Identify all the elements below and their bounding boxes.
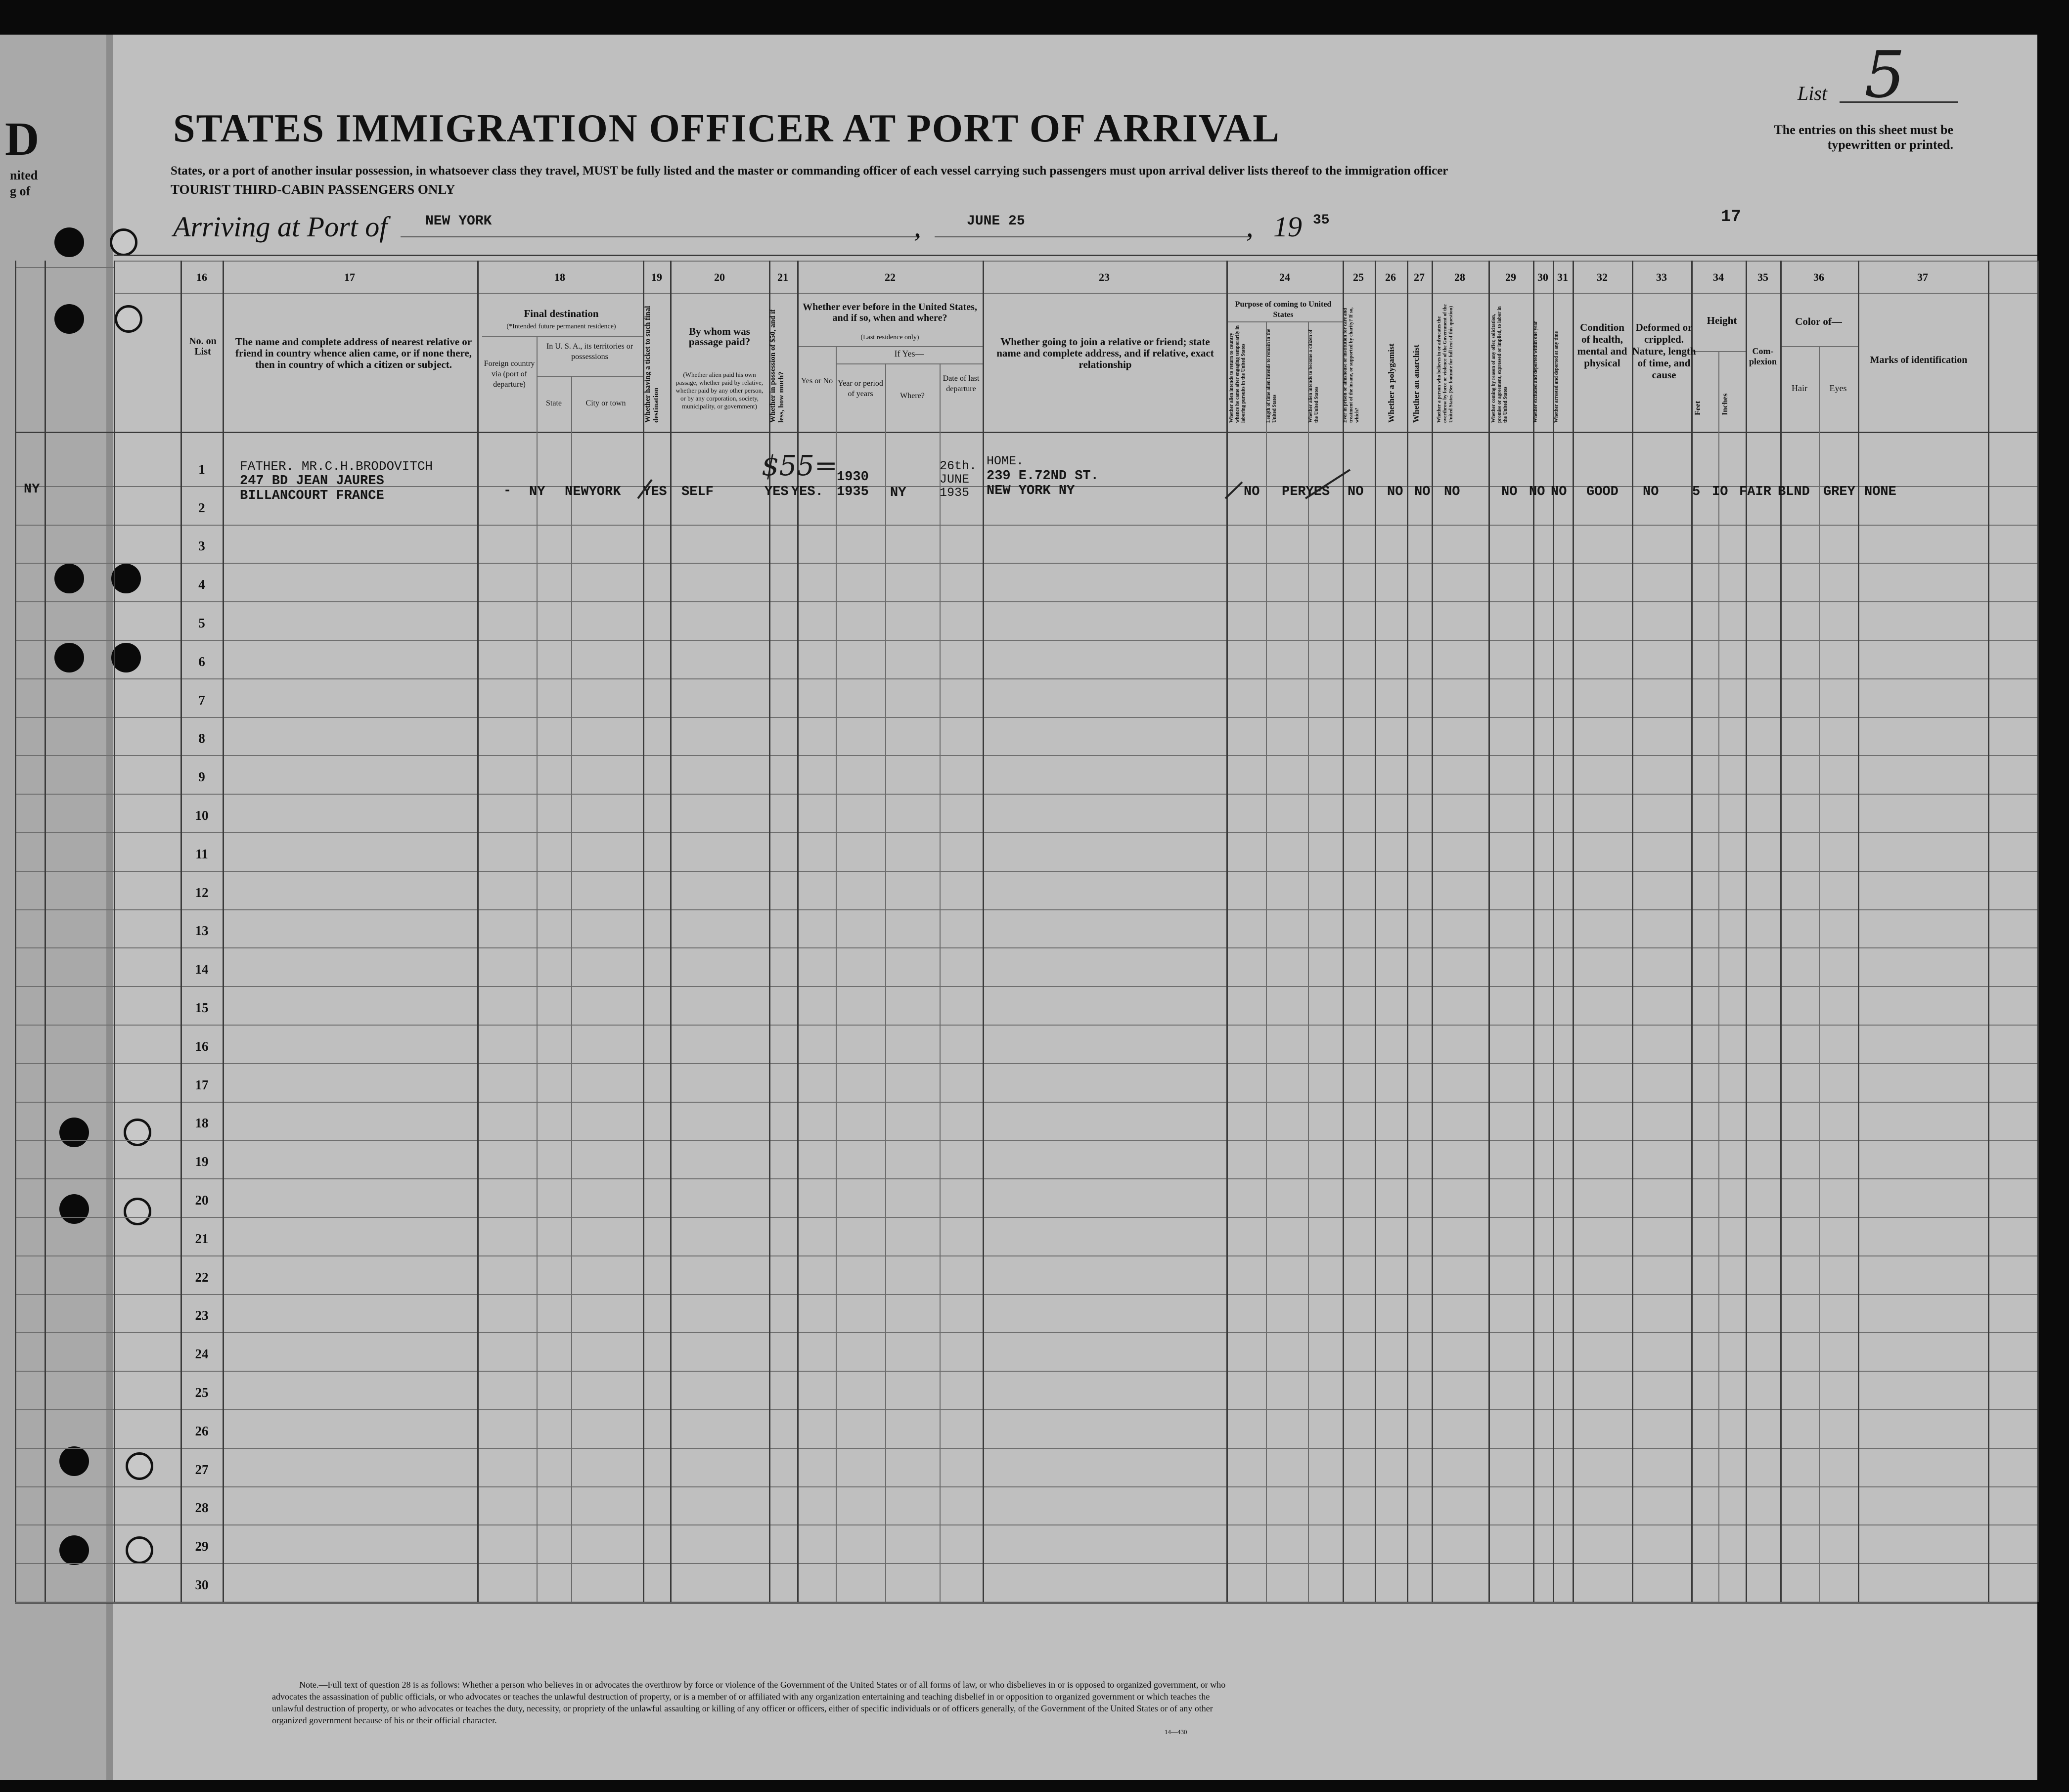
col22-where-header: Where? <box>900 392 925 400</box>
column-number: 32 <box>1597 271 1608 283</box>
year-prefix: 19 <box>1273 211 1302 243</box>
col24-a-header: Whether alien intends to return to country whence he came after engaging temporarily in laboring pursuits in the United States <box>1229 325 1246 423</box>
col26-header: Whether a polygamist <box>1387 343 1396 423</box>
departure-entry-2: JUNE <box>940 472 970 487</box>
list-label: List <box>1798 82 1828 104</box>
col28-entry: NO <box>1444 485 1460 499</box>
joining-entry-3: NEW YORK NY <box>987 484 1075 498</box>
header-instructions: States, or a port of another insular possession, in whatsoever class they travel, MUST be fully listed and the master or commanding officer of each vessel carrying such passengers must upon arrival deliver lists thereof to the immigration officer <box>171 164 1448 178</box>
col24-b-header: Length of time alien intends to remain in the United States <box>1266 329 1277 423</box>
col30-header: Whether excluded and deported within one year <box>1533 321 1538 423</box>
page-title: STATES IMMIGRATION OFFICER AT PORT OF ARRIVAL <box>173 107 1280 150</box>
col18-state-header: State <box>546 399 562 407</box>
joining-entry-2: 239 E.72ND ST. <box>987 469 1099 484</box>
year-suffix: 35 <box>1313 213 1330 228</box>
row-number: 18 <box>195 1116 209 1130</box>
typewritten-note: The entries on this sheet must be typewritten or printed. <box>1774 123 1953 152</box>
left-fragment-letter: D <box>5 112 40 165</box>
column-number: 33 <box>1656 271 1667 283</box>
health-entry: GOOD <box>1586 485 1619 499</box>
column-number: 34 <box>1713 271 1724 283</box>
col32-header: Condition of health, mental and physical <box>1577 321 1627 369</box>
col25-header: Ever in prison or almshouse or institution for care and treatment of the insane, or supported by charity? If so, which? <box>1343 307 1360 423</box>
row-number: 26 <box>195 1424 209 1438</box>
col18-title: Final destination <box>524 308 599 319</box>
col29-entry: NO <box>1501 485 1518 499</box>
state-entry: NY <box>529 485 545 499</box>
feet-entry: 5 <box>1692 485 1701 499</box>
row-number: 7 <box>198 693 205 708</box>
col24b-entry: PERYES <box>1282 485 1330 499</box>
column-number: 27 <box>1414 271 1425 283</box>
column-number: 19 <box>651 271 662 283</box>
col27-header: Whether an anarchist <box>1411 344 1421 423</box>
port-value: NEW YORK <box>425 214 492 229</box>
ever-before-entry: YES. <box>791 485 823 499</box>
column-number: 21 <box>777 271 788 283</box>
departure-entry-1: 26th. <box>940 459 977 473</box>
col36-eyes-header: Eyes <box>1829 383 1847 393</box>
row-number: 14 <box>195 962 209 977</box>
row-number: 23 <box>195 1308 209 1323</box>
eyes-entry: GREY <box>1823 485 1855 499</box>
col34-feet-header: Feet <box>1694 401 1702 415</box>
row-number: 4 <box>198 577 205 592</box>
relative-line3: BILLANCOURT FRANCE <box>240 489 384 503</box>
col22-subtitle: (Last residence only) <box>860 334 919 341</box>
row-number: 25 <box>195 1385 209 1400</box>
form-number: 14—430 <box>1165 1728 1187 1736</box>
row-number: 28 <box>195 1500 209 1515</box>
col18-subtitle: (*Intended future permanent residence) <box>506 323 616 330</box>
col17-header: The name and complete address of nearest relative or friend in country whence alien came, or if none there, then in country of which a citizen or subject. <box>235 336 472 370</box>
tick-mark <box>1225 482 1242 498</box>
comma: , <box>1246 211 1254 243</box>
ticket-entry: YES <box>643 485 667 499</box>
column-number: 37 <box>1917 271 1928 283</box>
col29-header: Whether coming by reason of any offer, solicitation, promise or agreement, expressed or implied, to labor in the United States <box>1491 306 1508 423</box>
col16-header: No. on List <box>189 336 217 357</box>
column-number: 29 <box>1505 271 1516 283</box>
money-handwritten: $55= <box>762 450 838 482</box>
col18-foreign-header: Foreign country via (port of departure) <box>484 359 535 389</box>
row-number: 10 <box>195 808 209 823</box>
years-entry-1: 1930 <box>837 470 869 485</box>
row-number: 17 <box>195 1077 209 1092</box>
row-number: 16 <box>195 1039 209 1054</box>
money-entry: YES <box>765 485 789 499</box>
row-number: 1 <box>198 462 205 477</box>
col25-entry: NO <box>1348 485 1364 499</box>
row-number: 2 <box>198 500 205 515</box>
city-entry: NEWYORK <box>565 485 621 499</box>
column-number: 30 <box>1537 271 1548 283</box>
col37-header: Marks of identification <box>1870 355 1968 365</box>
col22-yesno-header: Yes or No <box>801 377 833 385</box>
column-number: 17 <box>344 271 355 283</box>
row-number: 13 <box>195 923 209 938</box>
col34-inches-header: Inches <box>1721 393 1729 415</box>
row-number: 29 <box>195 1539 209 1554</box>
row-number: 11 <box>195 847 208 861</box>
deformed-entry: NO <box>1643 485 1659 499</box>
col26-entry: NO <box>1387 485 1403 499</box>
col20-title: By whom was passage paid? <box>688 325 751 348</box>
col36-title: Color of— <box>1795 315 1842 327</box>
col30-entry: NO <box>1529 485 1545 499</box>
row-number: 15 <box>195 1000 209 1015</box>
arriving-label: Arriving at Port of <box>173 211 388 243</box>
col36-hair-header: Hair <box>1792 383 1807 393</box>
col31-header: Whether arrested and deported at any time <box>1554 331 1559 423</box>
list-number: 5 <box>1864 37 1905 112</box>
col18-city-header: City or town <box>585 399 626 407</box>
col24-c-header: Whether alien intends to become a citizen of the United States <box>1308 329 1319 423</box>
column-number: 18 <box>554 271 565 283</box>
paid-by-entry: SELF <box>681 485 714 499</box>
left-fragment-text: nited <box>10 168 38 182</box>
footer-note: Note.—Full text of question 28 is as follows: Whether a person who believes in or advocates the overthrow by force or violence of the Government of the United States or of all forms of law, or who disbelieves in or is opposed to organized government, or who advocates the assassination of public officials, or who advocates or teaches the unlawful destruction of property, or is a member of or affiliated with any organization entertaining and teaching disbelief in or opposition to organized government or which teaches the unlawful destruction of property, or who advocates or teaches the duty, necessity, or propriety of the unlawful assaulting or killing of any officer or officers, either of specific individuals or of officers generally, of the Government of the United States or of any other organized government because of his or their official character. <box>272 1680 1226 1725</box>
row-number: 6 <box>198 654 205 669</box>
relative-line1: FATHER. MR.C.H.BRODOVITCH <box>240 459 433 474</box>
col24-title: Purpose of coming to United States <box>1235 300 1332 319</box>
row-number: 20 <box>195 1193 209 1208</box>
inches-entry: IO <box>1712 485 1728 499</box>
column-number: 28 <box>1454 271 1465 283</box>
column-number: 25 <box>1353 271 1364 283</box>
column-number: 26 <box>1385 271 1396 283</box>
column-number: 16 <box>196 271 207 283</box>
tick-mark <box>638 480 652 498</box>
col19-header: Whether having a ticket to such final destination <box>644 306 660 423</box>
column-number: 31 <box>1557 271 1568 283</box>
col22-title: Whether ever before in the United States, and if so, when and where? <box>803 302 977 323</box>
where-entry: NY <box>890 486 906 500</box>
hair-entry: BLND <box>1778 485 1810 499</box>
column-number: 35 <box>1757 271 1768 283</box>
col22-date-header: Date of last departure <box>943 374 980 393</box>
row-number: 22 <box>195 1270 209 1285</box>
col24a-entry: NO <box>1244 485 1260 499</box>
row-number: 5 <box>198 616 205 630</box>
col27-entry: NO <box>1414 485 1431 499</box>
column-number: 24 <box>1279 271 1290 283</box>
complexion-entry: FAIR <box>1739 485 1771 499</box>
row-number: 3 <box>198 538 205 553</box>
row-number: 9 <box>198 769 205 784</box>
column-number: 20 <box>714 271 725 283</box>
row-number: 19 <box>195 1154 209 1169</box>
col35-header: Com-plexion <box>1749 346 1777 366</box>
departure-entry-3: 1935 <box>940 486 970 500</box>
col21-header: Whether in possession of $50, and if less, how much? <box>769 309 785 423</box>
marks-entry: NONE <box>1864 485 1896 499</box>
column-number: 36 <box>1813 271 1824 283</box>
col28-header: Whether a person who believes in or advocates the overthrow by force or violence of the Government of the United States (See footnote for full text of this question) <box>1437 304 1454 423</box>
row-number: 30 <box>195 1577 209 1592</box>
col31-entry: NO <box>1551 485 1567 499</box>
date-value: JUNE 25 <box>967 214 1025 229</box>
years-entry-2: 1935 <box>837 485 869 499</box>
column-number: 23 <box>1099 271 1110 283</box>
tick-mark <box>1305 470 1350 498</box>
col20-subtitle: (Whether alien paid his own passage, whether paid by relative, whether paid by any other person, or by any corporation, society, municipality, or government) <box>675 371 764 410</box>
row-number: 21 <box>195 1231 209 1246</box>
col34-title: Height <box>1707 314 1737 326</box>
col22-ifyes: If Yes— <box>894 349 924 358</box>
row-number: 12 <box>195 885 209 900</box>
left-state-entry: NY <box>24 482 40 497</box>
joining-entry-1: HOME. <box>987 454 1024 468</box>
column-number: 22 <box>885 271 896 283</box>
col18-usa-header: In U. S. A., its territories or possessions <box>546 342 633 361</box>
row-number: 8 <box>198 731 205 746</box>
col33-header: Deformed or crippled. Nature, length of time, and cause <box>1632 321 1696 381</box>
foreign-country-entry: - <box>503 484 512 498</box>
col23-header: Whether going to join a relative or friend; state name and complete address, and if relative, exact relationship <box>996 336 1214 370</box>
comma: , <box>914 211 921 243</box>
page-number: 17 <box>1721 208 1741 226</box>
row-number: 27 <box>195 1462 209 1477</box>
row-number: 24 <box>195 1346 209 1361</box>
left-fragment-text: g of <box>10 184 31 198</box>
relative-line2: 247 BD JEAN JAURES <box>240 474 384 489</box>
passenger-class: TOURIST THIRD-CABIN PASSENGERS ONLY <box>171 182 455 197</box>
col22-year-header: Year or period of years <box>838 379 883 398</box>
